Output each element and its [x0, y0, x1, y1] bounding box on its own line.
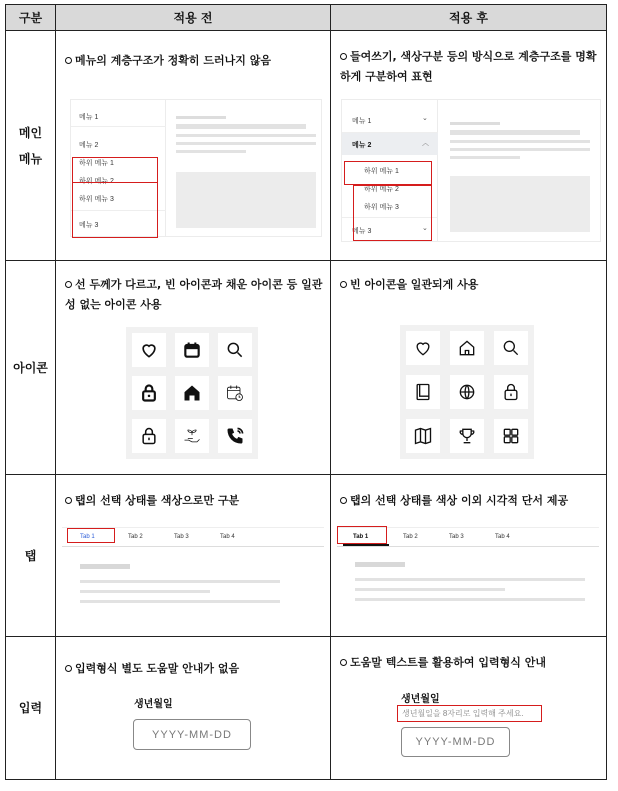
tab-before-cell	[56, 475, 331, 637]
input-after-desc: 도움말 텍스트를 활용하여 입력형식 안내	[340, 653, 600, 673]
category-icon: 아이콘	[6, 261, 56, 475]
menu-item-1[interactable]: 메뉴 1	[79, 114, 99, 121]
highlight-box	[344, 161, 432, 185]
book-icon	[406, 375, 440, 409]
home-filled-icon	[175, 376, 209, 410]
submenu-item-3[interactable]: 하위 메뉴 3	[364, 204, 399, 211]
category-input: 입력	[6, 637, 56, 780]
chevron-down-icon: ⌄	[422, 224, 428, 232]
icon-grid-after	[400, 325, 534, 459]
search-icon	[218, 333, 252, 367]
submenu-item-1[interactable]: 하위 메뉴 1	[364, 168, 399, 175]
header-after: 적용 후	[331, 5, 607, 31]
chevron-down-icon: ⌄	[422, 114, 428, 122]
search-icon	[494, 331, 528, 365]
lock-icon	[494, 375, 528, 409]
header-category: 구분	[6, 5, 56, 31]
input-before-cell	[56, 637, 331, 780]
submenu-item-3[interactable]: 하위 메뉴 3	[79, 196, 114, 203]
tab-after-desc: 탭의 선택 상태를 색상 이외 시각적 단서 제공	[340, 491, 600, 511]
bullet-icon	[340, 53, 347, 60]
menu-item-2[interactable]: 메뉴 2	[352, 142, 372, 149]
menu-before-desc: 메뉴의 계층구조가 정확히 드러나지 않음	[65, 51, 324, 71]
bullet-icon	[65, 281, 72, 288]
input-after-cell	[331, 637, 607, 780]
menu-item-2[interactable]: 메뉴 2	[79, 142, 99, 149]
menu-after-cell	[331, 31, 607, 261]
tab-3[interactable]: Tab 3	[174, 534, 189, 540]
header-before: 적용 전	[56, 5, 331, 31]
tab-4[interactable]: Tab 4	[220, 534, 235, 540]
highlight-box	[397, 705, 542, 722]
submenu-item-2[interactable]: 하위 메뉴 2	[79, 178, 114, 185]
highlight-box	[72, 157, 158, 183]
globe-icon	[450, 375, 484, 409]
category-tab: 탭	[6, 475, 56, 637]
icon-grid-before	[126, 327, 258, 459]
tab-2[interactable]: Tab 2	[128, 534, 143, 540]
lock-outline-icon	[132, 419, 166, 453]
home-icon	[450, 331, 484, 365]
category-menu: 메인 메뉴	[6, 31, 56, 261]
bullet-icon	[65, 57, 72, 64]
highlight-box	[67, 528, 115, 543]
birthdate-help-text: 생년월일을 8자리로 입력해 주세요.	[402, 709, 524, 718]
input-before-desc: 입력형식 별도 도움말 안내가 없음	[65, 659, 324, 679]
highlight-box	[337, 526, 387, 544]
hand-plant-icon	[175, 419, 209, 453]
birthdate-label: 생년월일	[401, 694, 440, 705]
comparison-table	[5, 4, 607, 780]
chevron-up-icon: ︿	[422, 139, 429, 147]
heart-icon	[406, 331, 440, 365]
bullet-icon	[65, 665, 72, 672]
icon-after-cell	[331, 261, 607, 475]
tab-1[interactable]: Tab 1	[80, 534, 95, 540]
bullet-icon	[340, 281, 347, 288]
tab-after-cell	[331, 475, 607, 637]
bullet-icon	[340, 497, 347, 504]
menu-item-1[interactable]: 메뉴 1	[352, 118, 372, 125]
icon-before-desc: 선 두께가 다르고, 빈 아이콘과 채운 아이콘 등 일관성 없는 아이콘 사용	[65, 278, 323, 311]
highlight-box	[72, 182, 158, 238]
icon-after-desc: 빈 아이콘을 일관되게 사용	[340, 275, 600, 295]
lock-bold-icon	[132, 376, 166, 410]
tab-before-desc: 탭의 선택 상태를 색상으로만 구분	[65, 491, 324, 511]
birthdate-label: 생년월일	[134, 699, 173, 710]
bullet-icon	[340, 659, 347, 666]
tab-3[interactable]: Tab 3	[449, 534, 464, 540]
birthdate-input[interactable]: YYYY-MM-DD	[133, 719, 251, 750]
menu-item-3[interactable]: 메뉴 3	[79, 222, 99, 229]
submenu-item-1[interactable]: 하위 메뉴 1	[79, 160, 114, 167]
calendar-clock-icon	[218, 376, 252, 410]
tab-1[interactable]: Tab 1	[353, 534, 369, 540]
icon-before-cell	[56, 261, 331, 475]
menu-after-desc: 들여쓰기, 색상구분 등의 방식으로 계층구조를 명확하게 구분하여 표현	[340, 50, 597, 83]
highlight-box	[353, 185, 432, 241]
map-icon	[406, 419, 440, 453]
tab-4[interactable]: Tab 4	[495, 534, 510, 540]
bullet-icon	[65, 497, 72, 504]
birthdate-input[interactable]: YYYY-MM-DD	[401, 727, 510, 757]
calendar-filled-icon	[175, 333, 209, 367]
submenu-item-2[interactable]: 하위 메뉴 2	[364, 186, 399, 193]
menu-before-cell	[56, 31, 331, 261]
menu-item-3[interactable]: 메뉴 3	[352, 228, 372, 235]
trophy-icon	[450, 419, 484, 453]
tab-2[interactable]: Tab 2	[403, 534, 418, 540]
grid-icon	[494, 419, 528, 453]
heart-outline-icon	[132, 333, 166, 367]
phone-filled-icon	[218, 419, 252, 453]
